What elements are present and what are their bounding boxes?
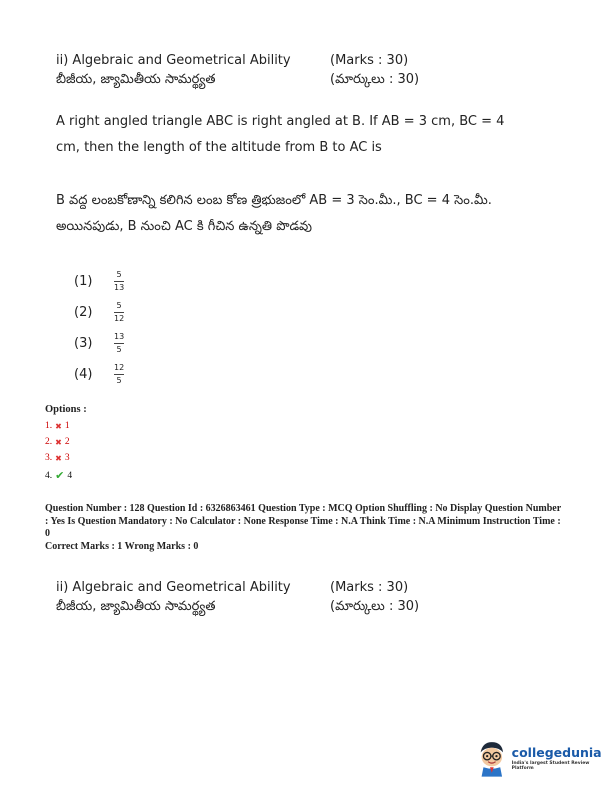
section-title-te: బీజీయ, జ్యామితీయ సామర్థ్యత [56, 72, 216, 87]
cross-icon: ✖ [55, 421, 62, 431]
section2-title-te: బీజీయ, జ్యామితీయ సామర్థ్యత [56, 599, 216, 614]
section-title-en: ii) Algebraic and Geometrical Ability [56, 53, 291, 68]
cross-icon: ✖ [55, 453, 62, 463]
question-info: Question Number : 128 Question Id : 6326863461 Question Type : MCQ Option Shuffling : No Display Question Number : Yes Is Question Mandatory : No Calculator : None Response Time : N.A Think Time : N.A Minimum Instruction Time : 0 [45, 503, 561, 539]
answer-option-number: (1) [74, 273, 93, 289]
logo-tagline: India's largest Student Review Platform [511, 761, 590, 771]
option-prefix: 1. [45, 421, 53, 431]
fraction-numerator: 5 [116, 300, 122, 310]
question-text-en: A right angled triangle ABC is right angled at B. If AB = 3 cm, BC = 4 cm, then the length of the altitude from B to AC is [56, 114, 505, 155]
fraction-bar [114, 343, 124, 344]
option-line-1 [45, 421, 70, 431]
section-marks-te: (మార్కులు : 30) [330, 72, 420, 87]
answer-option-number: (4) [74, 366, 93, 382]
logo-name: collegedunia [511, 745, 602, 760]
fraction-denominator: 13 [114, 282, 125, 292]
option-prefix: 3. [45, 453, 53, 463]
answer-option-2 [74, 298, 124, 326]
answer-option-fraction [114, 301, 124, 324]
option-prefix: 4. [45, 470, 53, 481]
answer-option-number: (2) [74, 304, 93, 320]
fraction-denominator: 5 [116, 344, 122, 354]
option-value: 3 [64, 453, 70, 463]
check-icon: ✔ [55, 470, 65, 482]
fraction-denominator: 12 [114, 313, 125, 323]
collegedunia-logo [476, 738, 606, 778]
cross-icon: ✖ [55, 437, 62, 447]
option-value: 1 [64, 421, 70, 431]
fraction-numerator: 13 [114, 331, 125, 341]
option-line-4 [45, 469, 72, 482]
section-marks-en: (Marks : 30) [330, 53, 409, 68]
answer-option-number: (3) [74, 335, 93, 351]
section2-marks-en: (Marks : 30) [330, 580, 409, 595]
question-text-te: B వద్ద లంబకోణాన్ని కలిగిన లంబ కోణ త్రిభుజంలో AB = 3 సెం.మీ., BC = 4 సెం.మీ. అయినపుడు, B నుంచి AC కి గీచిన ఉన్నతి పొడవు [56, 193, 492, 234]
section2-title-en: ii) Algebraic and Geometrical Ability [56, 580, 291, 595]
fraction-bar [114, 281, 124, 282]
answer-option-1 [74, 267, 124, 295]
section2-marks-te: (మార్కులు : 30) [330, 599, 420, 614]
fraction-bar [114, 374, 124, 375]
mascot-icon [476, 738, 508, 778]
answer-option-4 [74, 360, 124, 388]
answer-option-fraction [114, 332, 124, 355]
answer-option-3 [74, 329, 124, 357]
fraction-bar [114, 312, 124, 313]
answer-option-fraction [114, 270, 124, 293]
option-value: 2 [64, 437, 70, 447]
answer-option-fraction [114, 363, 124, 386]
fraction-numerator: 12 [114, 362, 125, 372]
option-line-2 [45, 437, 70, 447]
option-line-3 [45, 453, 70, 463]
option-prefix: 2. [45, 437, 53, 447]
options-heading: Options : [45, 404, 87, 415]
marks-line: Correct Marks : 1 Wrong Marks : 0 [45, 541, 199, 552]
fraction-denominator: 5 [116, 375, 122, 385]
fraction-numerator: 5 [116, 269, 122, 279]
option-value: 4 [67, 470, 73, 481]
